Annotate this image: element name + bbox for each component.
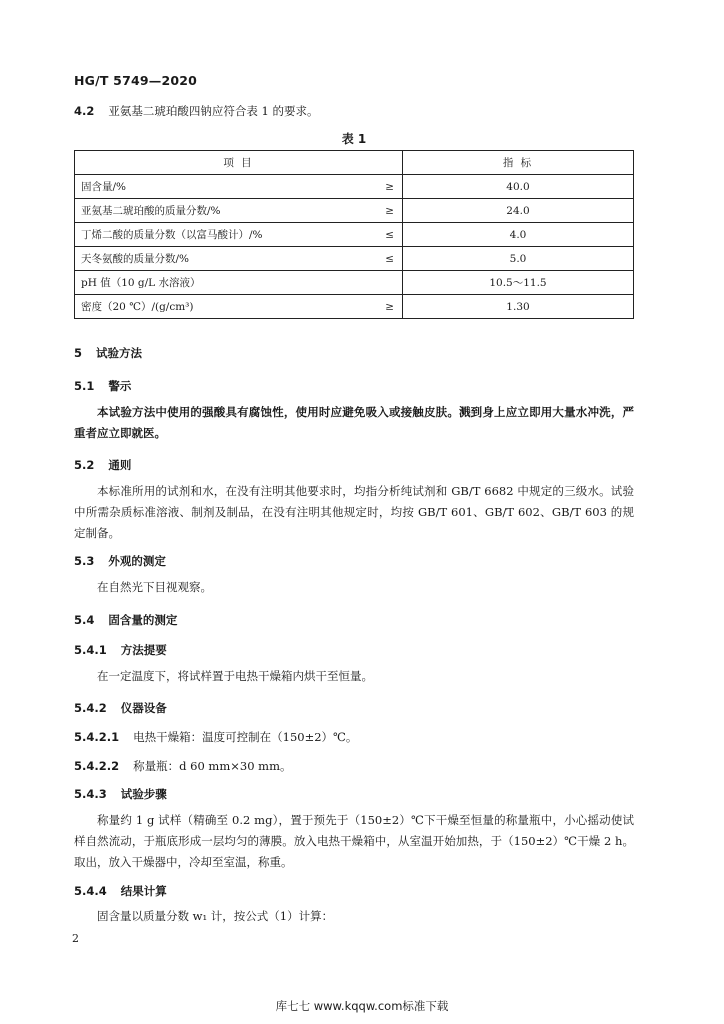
clause-number: 5.3	[74, 554, 95, 568]
section-title: 试验方法	[96, 346, 143, 360]
clause-title: 固含量的测定	[108, 613, 178, 627]
clause-number: 5.4.3	[74, 787, 107, 801]
clause-number: 5.1	[74, 379, 95, 393]
procedure-text: 称量约 1 g 试样（精确至 0.2 mg），置于预先于（150±2）℃下干燥至恒量的称量瓶中，小心摇动使试样自然流动，于瓶底形成一层均匀的薄膜。放入电热干燥箱中，从室温开始加热，于（150±2）℃干燥 2 h。取出，放入干燥器中，冷却至室温，称重。	[74, 813, 634, 869]
row-item: 密度（20 ℃）/(g/cm³)	[75, 295, 371, 319]
appearance-text: 在自然光下目视观察。	[97, 580, 212, 594]
table-row	[75, 223, 634, 247]
table-header-row	[75, 151, 634, 175]
row-item: 亚氨基二琥珀酸的质量分数/%	[75, 199, 371, 223]
clause-number: 5.4.2.2	[74, 759, 120, 773]
clause-4-2	[74, 103, 634, 119]
clause-title: 结果计算	[120, 884, 167, 898]
row-operator: ≤	[370, 247, 403, 271]
row-value: 1.30	[403, 295, 634, 319]
clause-5-4-2-heading	[74, 700, 634, 716]
table-row	[75, 175, 634, 199]
clause-number: 5.4.1	[74, 643, 107, 657]
clause-number: 5.4.2	[74, 701, 107, 715]
table-row	[75, 247, 634, 271]
row-operator: ≥	[370, 295, 403, 319]
table-row	[75, 295, 634, 319]
clause-number: 4.2	[74, 104, 95, 118]
clause-number: 5.2	[74, 458, 95, 472]
row-operator: ≤	[370, 223, 403, 247]
table-title: 表 1	[341, 132, 367, 146]
clause-title: 外观的测定	[108, 554, 166, 568]
clause-title: 试验步骤	[120, 787, 167, 801]
row-item: 固含量/%	[75, 175, 371, 199]
clause-5-1-heading	[74, 378, 634, 394]
row-item: 天冬氨酸的质量分数/%	[75, 247, 371, 271]
row-operator: ≥	[370, 199, 403, 223]
clause-5-4-heading	[74, 612, 634, 628]
clause-text: 称量瓶：d 60 mm×30 mm。	[133, 759, 292, 773]
clause-5-4-1-heading	[74, 642, 634, 658]
clause-5-3-heading	[74, 553, 634, 569]
page-number: 2	[72, 932, 79, 945]
clause-title: 警示	[108, 379, 132, 393]
clause-text: 亚氨基二琥珀酸四钠应符合表 1 的要求。	[108, 104, 319, 118]
row-value: 40.0	[403, 175, 634, 199]
method-summary-text: 在一定温度下，将试样置于电热干燥箱内烘干至恒量。	[97, 669, 373, 683]
row-value: 24.0	[403, 199, 634, 223]
section-number: 5	[74, 346, 83, 360]
clause-text: 电热干燥箱：温度可控制在（150±2）℃。	[133, 730, 358, 744]
row-operator: ≥	[370, 175, 403, 199]
calculation-text: 固含量以质量分数 w₁ 计，按公式（1）计算：	[97, 909, 334, 923]
row-value: 10.5～11.5	[403, 271, 634, 295]
clause-5-2-heading	[74, 457, 634, 473]
clause-number: 5.4.4	[74, 884, 107, 898]
clause-title: 通则	[108, 458, 132, 472]
section-5-heading	[74, 345, 634, 361]
row-value: 4.0	[403, 223, 634, 247]
header-item: 项 目	[75, 151, 403, 175]
clause-number: 5.4.2.1	[74, 730, 120, 744]
requirements-table	[74, 150, 634, 319]
row-operator	[370, 271, 403, 295]
clause-5-4-4-heading	[74, 883, 634, 899]
clause-5-4-3-heading	[74, 786, 634, 802]
row-item: 丁烯二酸的质量分数（以富马酸计）/%	[75, 223, 371, 247]
header-spec: 指 标	[403, 151, 634, 175]
clause-5-4-2-1	[74, 729, 634, 745]
general-rules-text: 本标准所用的试剂和水，在没有注明其他要求时，均指分析纯试剂和 GB/T 6682 中规定的三级水。试验中所需杂质标准溶液、制剂及制品，在没有注明其他规定时，均按 GB/T 601、GB/T 602、GB/T 603 的规定制备。	[74, 484, 634, 540]
footer-watermark: 库七七 www.kqqw.com标准下载	[275, 999, 449, 1013]
clause-title: 方法提要	[120, 643, 167, 657]
table-row	[75, 271, 634, 295]
clause-number: 5.4	[74, 613, 95, 627]
warning-text: 本试验方法中使用的强酸具有腐蚀性，使用时应避免吸入或接触皮肤。溅到身上应立即用大量水冲洗，严重者应立即就医。	[74, 405, 634, 440]
standard-code: HG/T 5749—2020	[74, 73, 198, 88]
row-value: 5.0	[403, 247, 634, 271]
row-item: pH 值（10 g/L 水溶液）	[75, 271, 371, 295]
clause-5-4-2-2	[74, 758, 634, 774]
table-row	[75, 199, 634, 223]
clause-title: 仪器设备	[120, 701, 167, 715]
